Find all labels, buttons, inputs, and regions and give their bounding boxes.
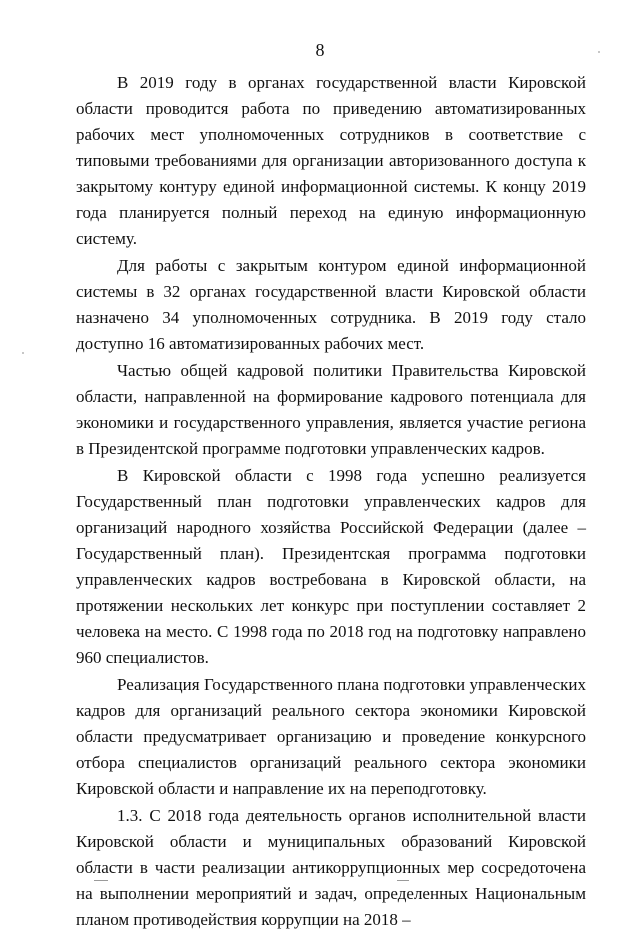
paragraph-state-plan: В Кировской области с 1998 года успешно реализуется Государственный план подготовки управленческих кадров для организаций народного хозяйства Российской Федерации (далее – Государственный план). Президентская программа подготовки управленческих кадров востребована в Кировской области, на протяжении нескольких лет конкурс при поступлении составляет 2 человека на место. С 1998 года по 2018 год на подготовку направлено 960 специалистов. [76, 466, 586, 667]
paragraph-plan-implementation: Реализация Государственного плана подготовки управленческих кадров для организаций реального сектора экономики Кировской области предусматривает организацию и проведение конкурсного отбора специалистов организаций реального сектора экономики Кировской области и направление их на переподготовку. [76, 675, 586, 798]
paragraph-personnel-policy: Частью общей кадровой политики Правительства Кировской области, направленной на формирование кадрового потенциала для экономики и государственного управления, является участие региона в Президентской программе подготовки управленческих кадров. [76, 361, 586, 458]
page-number: 8 [315, 40, 325, 60]
paragraph-anticorruption: 1.3. С 2018 года деятельность органов исполнительной власти Кировской области и муниципальных образований Кировской области в части реализации антикоррупционных мер сосредоточена на выполнении мероприятий и задач, определенных Национальным планом противодействия коррупции на 2018 – [76, 806, 586, 929]
scan-dot-corner [598, 51, 600, 53]
scan-mark-right [397, 880, 409, 881]
body-text [76, 70, 586, 934]
paragraph-authorized-staff: Для работы с закрытым контуром единой информационной системы в 32 органах государственной власти Кировской области назначено 34 уполномоченных сотрудника. В 2019 году стало доступно 16 автоматизированных рабочих мест. [76, 256, 586, 353]
scan-mark-left [94, 880, 108, 881]
paragraph-jis-workstations: В 2019 году в органах государственной власти Кировской области проводится работа по приведению автоматизированных рабочих мест уполномоченных сотрудников в соответствие с типовыми требованиями для организации авторизованного доступа к закрытому контуру единой информационной системы. К концу 2019 года планируется полный переход на единую информационную систему. [76, 73, 586, 248]
scan-dot-margin [22, 352, 24, 354]
